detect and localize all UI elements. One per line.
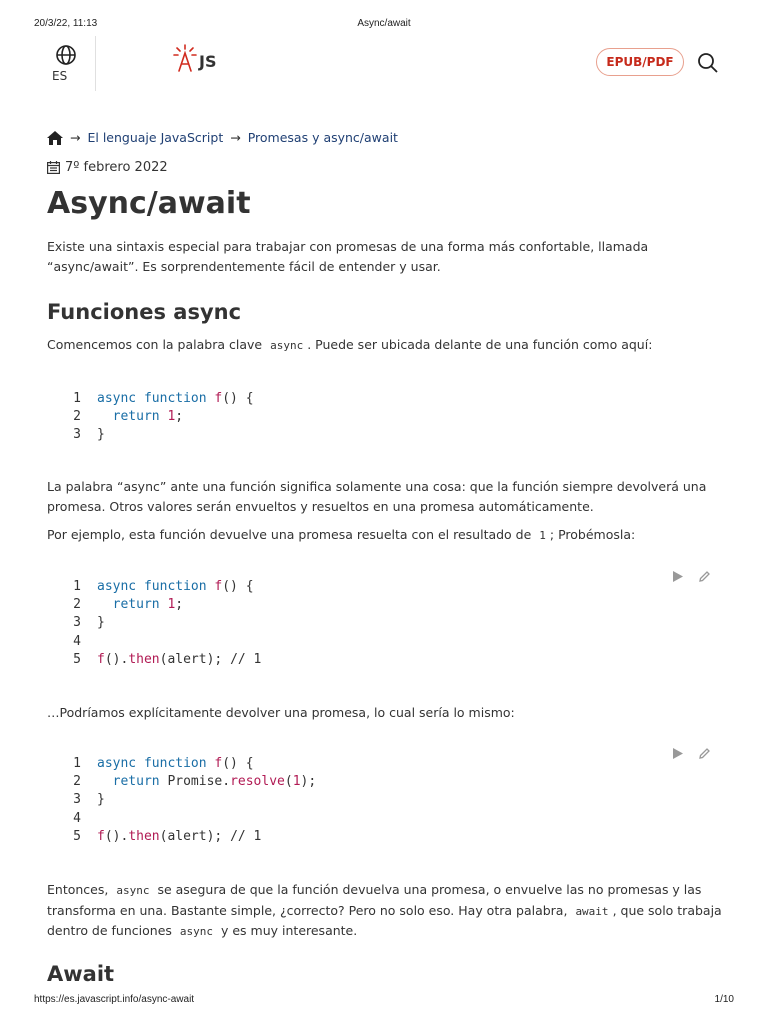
text: y es muy interesante. [221,923,358,938]
inline-code: async [270,339,304,352]
paragraph-async-meaning: La palabra “async” ante una función significa solamente una cosa: que la función siempre devolverá una promesa. Otros valores serán envueltos y resueltos en una promesa automáticamente. [47,479,707,514]
text: ; Probémosla: [549,527,636,542]
print-url: https://es.javascript.info/async-await [34,994,195,1005]
paragraph-explicit-promise: …Podríamos explícitamente devolver una promesa, lo cual sería lo mismo: [47,705,515,720]
intro-paragraph: Existe una sintaxis especial para trabajar con promesas de una forma más confortable, llamada “async/await”. Es sorprendentemente fácil de entender y usar. [47,239,649,274]
language-label[interactable]: ES [52,69,68,83]
inline-code: await [575,904,609,918]
inline-code: async [116,884,150,897]
publish-date-text: 7º febrero 2022 [65,160,168,175]
logo-text: JS [199,51,217,71]
text: , que solo trabaja dentro de funciones [47,902,722,938]
section-heading-await: Await [47,962,115,986]
breadcrumb-separator: → [230,130,241,145]
logo-icon [173,44,197,72]
text: Comencemos con la palabra clave [47,337,263,352]
page-title: Async/await [47,186,251,221]
breadcrumb-link-promises[interactable]: Promesas y async/await [247,130,398,145]
code-block-1: 1 async function f() { 2 return 1; 3 } [73,390,254,443]
code-block-3: 1 async function f() { 2 return Promise.resolve(1); 3 } 4 5 f().then(alert); // 1 [73,755,317,844]
inline-code: 1 [539,529,546,542]
code-block-2: 1 async function f() { 2 return 1; 3 } 4 5 f().then(alert); // 1 [73,578,262,667]
print-page-number: 1/10 [714,994,734,1005]
paragraph-summary [47,880,727,942]
header-divider [95,36,96,91]
print-title: Async/await [357,18,411,29]
publish-date [47,160,168,175]
print-datetime: 20/3/22, 11:13 [34,18,98,29]
inline-code: async [179,925,214,938]
home-icon[interactable] [47,131,63,145]
globe-icon [55,44,77,66]
breadcrumb-link-language[interactable]: El lenguaje JavaScript [87,130,224,145]
text: . Puede ser ubicada delante de una función como aquí: [307,337,653,352]
text: Por ejemplo, esta función devuelve una promesa resuelta con el resultado de [47,527,532,542]
breadcrumb-separator: → [70,130,81,145]
breadcrumb [47,130,398,145]
site-logo[interactable] [173,44,216,72]
search-icon[interactable] [697,52,719,74]
paragraph-example [47,525,727,546]
calendar-icon [47,161,60,174]
language-switcher[interactable] [54,44,78,70]
text: se asegura de que la función devuelva una promesa, o envuelve las no promesas y las transforma en una. Bastante simple, ¿correcto? Pero no solo eso. Hay otra palabra, [47,882,702,918]
text: Entonces, [47,882,109,897]
section-heading-async: Funciones async [47,300,242,324]
epub-pdf-button[interactable]: EPUB/PDF [596,48,684,76]
paragraph-keyword [47,335,727,356]
